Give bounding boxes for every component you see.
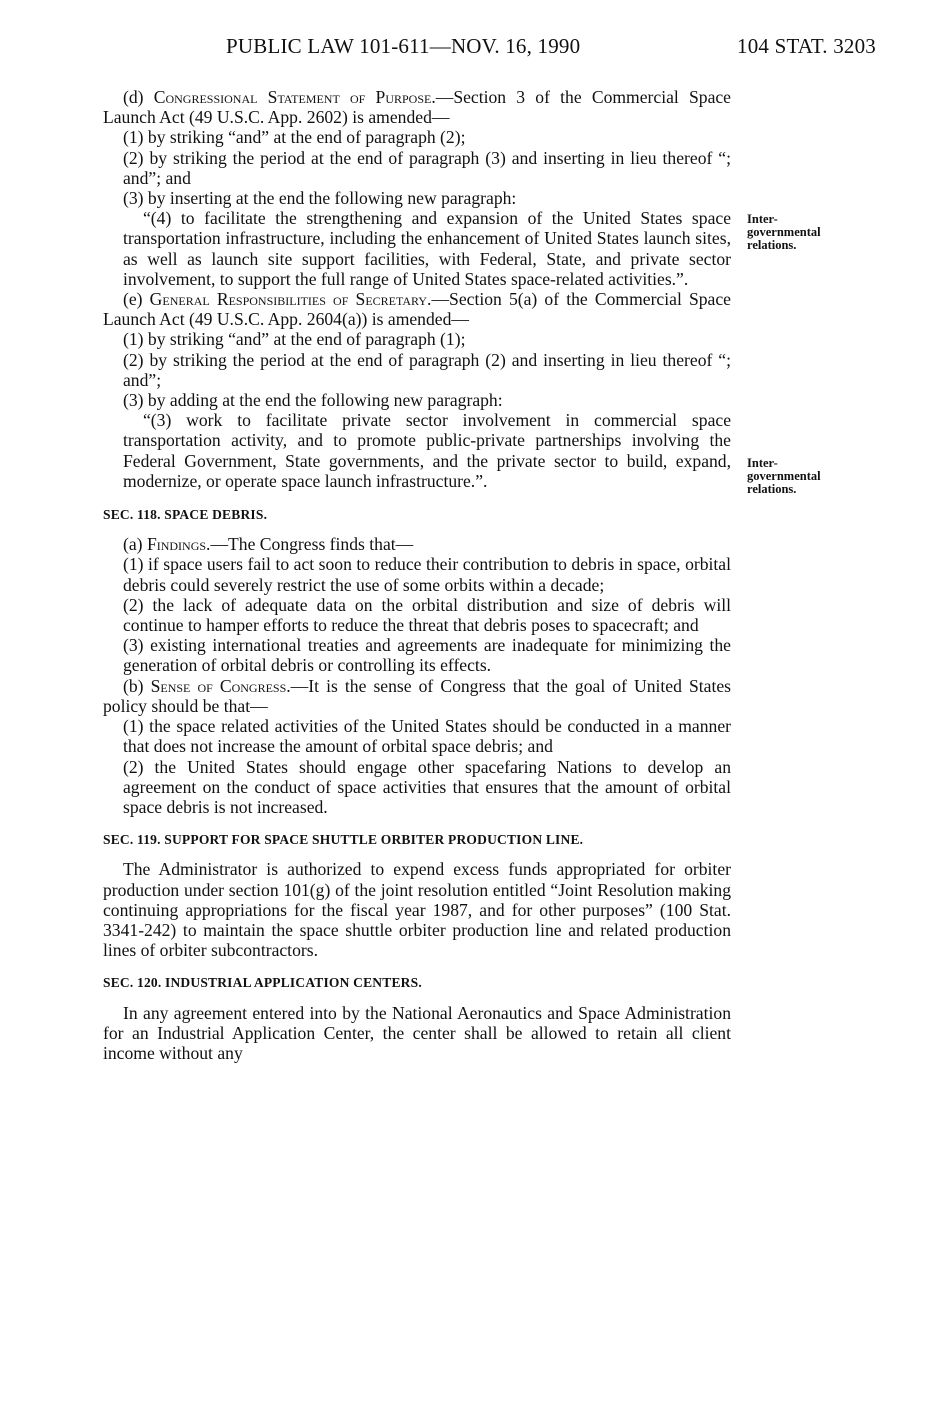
subsection-heading: General Responsibilities of Secretary. — [149, 289, 432, 310]
subsection-label: (b) — [123, 675, 151, 696]
margin-note-2 — [747, 457, 867, 497]
policy-item: (1) the space related activities of the United States should be conducted in a manner that does not increase the amount of orbital space debris; and — [123, 716, 731, 757]
section-120-text: In any agreement entered into by the National Aeronautics and Space Administration for an Industrial Application Center, the center shall be allowed to retain all client income without any — [103, 1002, 731, 1063]
inserted-paragraph — [123, 208, 731, 289]
section-120-title: SEC. 120. INDUSTRIAL APPLICATION CENTERS. — [103, 975, 422, 991]
inserted-paragraph — [123, 410, 731, 491]
subsection-heading: Findings. — [146, 534, 211, 555]
public-law-header: PUBLIC LAW 101-611—NOV. 16, 1990 — [226, 34, 581, 58]
subsection-label: (e) — [123, 289, 150, 310]
paragraph-item: (1) by striking “and” at the end of paragraph (2); — [123, 127, 466, 148]
paragraph-item: (3) by adding at the end the following new paragraph: — [123, 390, 503, 411]
document-body — [103, 87, 731, 1063]
subsection-label: (a) — [123, 534, 147, 555]
subsection-heading: Congressional Statement of Purpose. — [153, 87, 436, 107]
policy-item: (2) the United States should engage other spacefaring Nations to develop an agreement on the conduct of space activities that ensures that the amount of orbital space debris is not increased. — [123, 756, 731, 817]
subsection-a — [103, 534, 731, 554]
subsection-text: —It is the sense of Congress that the goal of United States policy should be that— — [103, 675, 731, 716]
paragraph-item: (3) by inserting at the end the following new paragraph: — [123, 188, 517, 209]
subsection-d — [103, 87, 731, 127]
paragraph-item: (2) by striking the period at the end of paragraph (3) and inserting in lieu thereof “; and”; and — [123, 147, 731, 188]
finding-item: (2) the lack of adequate data on the orbital distribution and size of debris will continue to hamper efforts to reduce the threat that debris poses to spacecraft; and — [123, 594, 731, 636]
section-118-title: SEC. 118. SPACE DEBRIS. — [103, 507, 268, 523]
page-header — [226, 34, 876, 64]
quote-text: “(4) to facilitate the strengthening and expansion of the United States space transportation infrastructure, including the enhancement of United States launch sites, as well as launch site support facilities, with Federal, State, and private sector involvement, to support the full range of United States space-related activities.”. — [123, 208, 731, 289]
section-119-title: SEC. 119. SUPPORT FOR SPACE SHUTTLE ORBITER PRODUCTION LINE. — [103, 832, 584, 848]
subsection-text: —The Congress finds that— — [210, 534, 414, 555]
subsection-label: (d) — [123, 87, 154, 107]
margin-note-1 — [747, 213, 867, 253]
margin-note-text: Inter- governmental relations. — [747, 456, 821, 497]
quote-text: “(3) work to facilitate private sector involvement in commercial space transportation activity, and to promote public-private partnerships involving the Federal Government, State governments, and the private sector to build, expand, modernize, or operate space launch infrastructure.”. — [123, 410, 731, 491]
subsection-text: —Section 5(a) of the Commercial Space Launch Act (49 U.S.C. App. 2604(a)) is amended— — [103, 289, 731, 330]
stat-page-number: 104 STAT. 3203 — [737, 34, 876, 58]
margin-note-text: Inter- governmental relations. — [747, 212, 821, 253]
section-119-text: The Administrator is authorized to expend excess funds appropriated for orbiter production under section 101(g) of the joint resolution entitled “Joint Resolution making continuing appropriations for the fiscal year 1987, and for other purposes” (100 Stat. 3341-242) to maintain the space shuttle orbiter production line and related production lines of orbiter subcontractors. — [103, 859, 731, 961]
subsection-heading: Sense of Congress. — [150, 675, 291, 696]
subsection-b — [103, 676, 731, 716]
paragraph-item: (2) by striking the period at the end of paragraph (2) and inserting in lieu thereof “; and”; — [123, 349, 731, 390]
finding-item: (3) existing international treaties and agreements are inadequate for minimizing the generation of orbital debris or controlling its effects. — [123, 635, 731, 676]
paragraph-item: (1) by striking “and” at the end of paragraph (1); — [123, 329, 466, 350]
finding-item: (1) if space users fail to act soon to reduce their contribution to debris in space, orbital debris could severely restrict the use of some orbits within a decade; — [123, 554, 731, 595]
subsection-e — [103, 289, 731, 329]
subsection-text: —Section 3 of the Commercial Space Launch Act (49 U.S.C. App. 2602) is amended— — [103, 87, 731, 128]
